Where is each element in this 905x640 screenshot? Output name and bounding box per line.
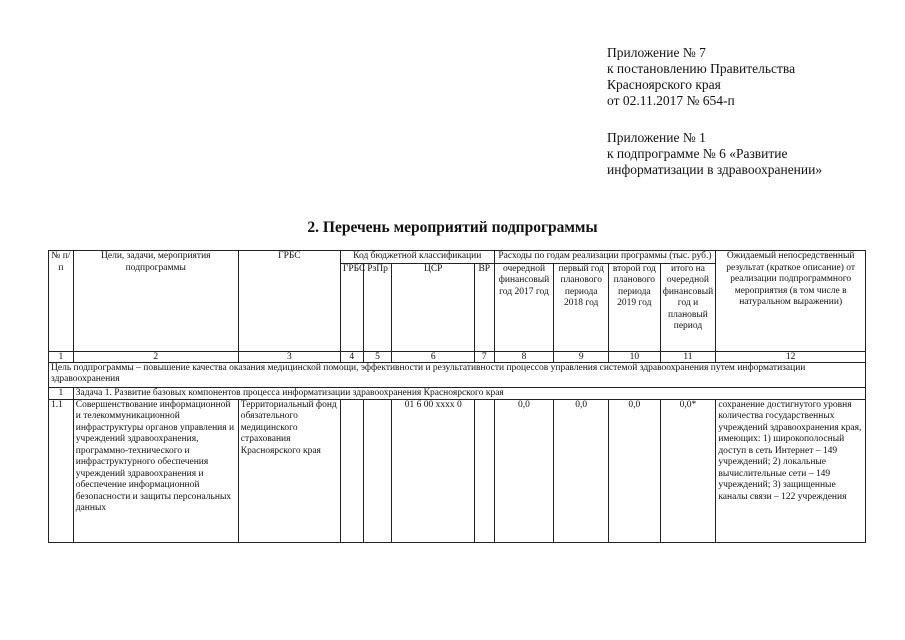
row-code-csr: 01 6 00 xxxx 0 [392,399,475,542]
header-code-csr: ЦСР [392,263,475,351]
appendix-7-block [607,45,795,109]
row-exp-2018: 0,0 [554,399,609,542]
column-number: 6 [392,351,475,362]
header-exp-total: итого на очередной финансовый год и плановый период [660,263,716,351]
task-text: Задача 1. Развитие базовых компонентов процесса информатизации здравоохранения Красноярского края [73,387,865,399]
row-code-grbs [340,399,363,542]
header-grbs: ГРБС [238,251,340,352]
column-number: 1 [49,351,74,362]
row-code-rzpr [363,399,392,542]
row-measure-text: Совершенствование информационной и телекоммуникационной инфраструктуры органов управления и учреждений здравоохранения, программно-технического и инфраструктурного обеспечения учреждений здравоохранения и обеспечение информационной безопасности и защиты персональных данных [73,399,238,542]
row-code-vr [474,399,494,542]
column-number: 10 [609,351,661,362]
header-num: № п/п [49,251,74,352]
header-budget-code: Код бюджетной классификации [340,251,494,264]
task-num: 1 [49,387,74,399]
row-grbs: Территориальный фонд обязательного медицинского страхования Красноярского края [238,399,340,542]
column-number: 8 [494,351,554,362]
column-number: 3 [238,351,340,362]
row-num: 1.1 [49,399,74,542]
goal-text: Цель подпрограммы – повышение качества оказания медицинской помощи, эффективности и результативности процессов управления системой здравоохранения путем информатизации здравоохранения [49,362,866,387]
header-exp-2017: очередной финансовый год 2017 год [494,263,554,351]
column-number: 7 [474,351,494,362]
column-number: 11 [660,351,716,362]
header-expected-result: Ожидаемый непосредственный результат (краткое описание) от реализации подпрограммного мероприятия (в том числе в натуральном выражении) [716,251,866,352]
row-exp-2019: 0,0 [609,399,661,542]
measures-table [48,250,866,543]
column-numbers-row [49,351,866,362]
header-code-vr: ВР [474,263,494,351]
column-number: 9 [554,351,609,362]
header-goals: Цели, задачи, мероприятия подпрограммы [73,251,238,352]
appendix-7-line-3: Красноярского края [607,77,721,92]
header-exp-2019: второй год планового периода 2019 год [609,263,661,351]
appendix-7-line-1: Приложение № 7 [607,45,706,60]
appendix-7-line-4: от 02.11.2017 № 654-п [607,93,735,108]
appendix-1-line-2: к подпрограмме № 6 «Развитие [607,146,788,161]
appendix-1-block [607,130,822,178]
column-number: 5 [363,351,392,362]
header-exp-2018: первый год планового периода 2018 год [554,263,609,351]
header-expenses: Расходы по годам реализации программы (тыс. руб.) [494,251,716,264]
appendix-1-line-3: информатизации в здравоохранении» [607,162,823,177]
header-code-rzpr: РзПр [363,263,392,351]
goal-row [49,362,866,387]
appendix-1-line-1: Приложение № 1 [607,130,706,145]
task-row [49,387,866,399]
row-exp-2017: 0,0 [494,399,554,542]
row-exp-total: 0,0* [660,399,716,542]
row-expected-result: сохранение достигнутого уровня количества государственных учреждений здравоохранения края, имеющих: 1) широкополосный доступ в сеть Интернет – 149 учреждений; 2) локальные вычислительные сети – 149 учреждений; 3) защищенные каналы связи – 122 учреждения [716,399,866,542]
document-title: 2. Перечень мероприятий подпрограммы [307,219,598,236]
header-row-1 [49,251,866,264]
table-row [49,399,866,542]
column-number: 2 [73,351,238,362]
header-code-grbs: ГРБС [340,263,363,351]
column-number: 12 [716,351,866,362]
column-number: 4 [340,351,363,362]
appendix-7-line-2: к постановлению Правительства [607,61,796,76]
